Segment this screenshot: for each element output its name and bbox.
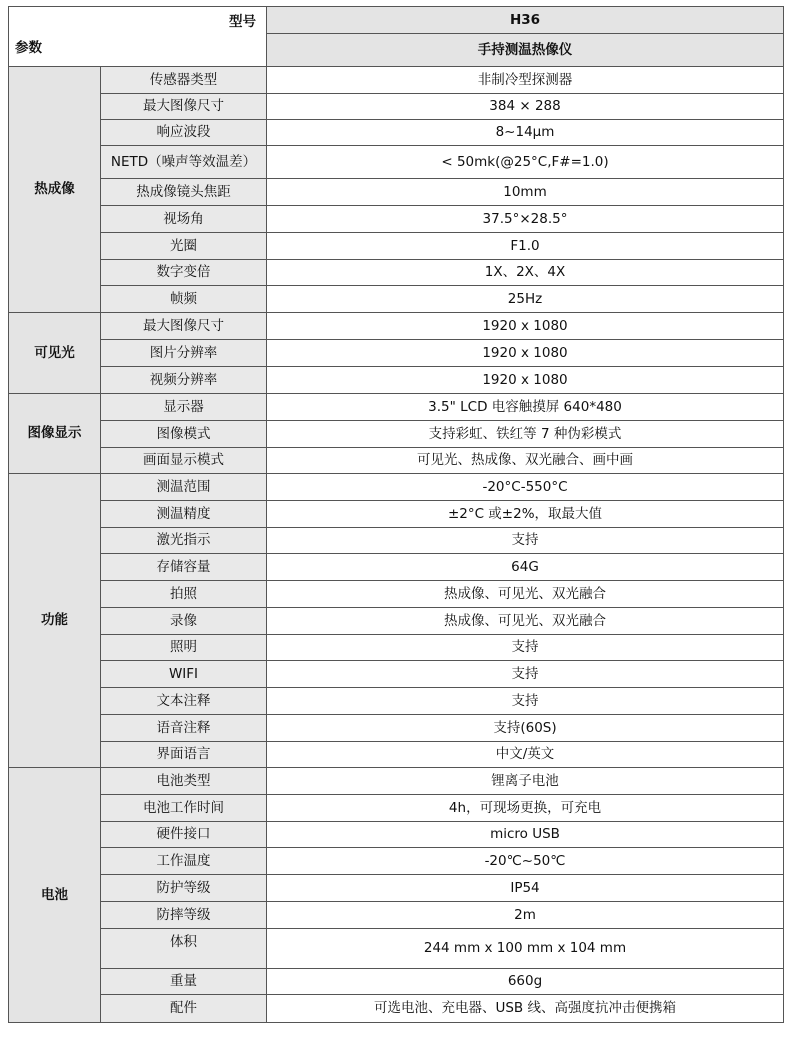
param-name: 显示器 xyxy=(101,394,267,421)
model-label: 型号 xyxy=(229,14,256,30)
table-row xyxy=(9,233,784,260)
param-name: 视场角 xyxy=(101,206,267,233)
param-value: -20°C-550°C xyxy=(267,474,784,501)
spec-table xyxy=(8,6,784,1023)
param-value: < 50mk(@25°C,F#=1.0) xyxy=(267,146,784,179)
param-value: 支持 xyxy=(267,661,784,688)
param-name: 测温精度 xyxy=(101,501,267,528)
param-name: NETD（噪声等效温差） xyxy=(101,146,267,179)
param-name: 激光指示 xyxy=(101,528,267,554)
param-label: 参数 xyxy=(15,40,42,56)
param-name: 语音注释 xyxy=(101,715,267,742)
param-name: 视频分辨率 xyxy=(101,367,267,394)
param-name: 防摔等级 xyxy=(101,902,267,929)
param-name: 照明 xyxy=(101,635,267,661)
param-value: 非制冷型探测器 xyxy=(267,67,784,94)
param-name: 存储容量 xyxy=(101,554,267,581)
table-row xyxy=(9,394,784,421)
table-row xyxy=(9,768,784,795)
param-name: 响应波段 xyxy=(101,120,267,146)
param-value: 可选电池、充电器、USB 线、高强度抗冲击便携箱 xyxy=(267,995,784,1023)
param-name: 画面显示模式 xyxy=(101,448,267,474)
param-value: ±2°C 或±2%，取最大值 xyxy=(267,501,784,528)
table-row xyxy=(9,367,784,394)
table-row xyxy=(9,146,784,179)
table-row xyxy=(9,94,784,120)
param-value: 1920 x 1080 xyxy=(267,367,784,394)
param-value: -20℃~50℃ xyxy=(267,848,784,875)
param-value: 10mm xyxy=(267,179,784,206)
param-value: 支持(60S) xyxy=(267,715,784,742)
param-name: 配件 xyxy=(101,995,267,1023)
param-value: 25Hz xyxy=(267,286,784,313)
param-value: 1X、2X、4X xyxy=(267,260,784,286)
param-name: 界面语言 xyxy=(101,742,267,768)
param-value: 可见光、热成像、双光融合、画中画 xyxy=(267,448,784,474)
param-value: F1.0 xyxy=(267,233,784,260)
table-row xyxy=(9,688,784,715)
table-row xyxy=(9,260,784,286)
param-value: 8~14μm xyxy=(267,120,784,146)
table-row xyxy=(9,286,784,313)
param-name: 最大图像尺寸 xyxy=(101,313,267,340)
product-name: 手持测温热像仪 xyxy=(267,34,784,67)
table-row xyxy=(9,581,784,608)
model-value: H36 xyxy=(267,7,784,34)
table-row xyxy=(9,528,784,554)
param-value: 1920 x 1080 xyxy=(267,340,784,367)
param-value: IP54 xyxy=(267,875,784,902)
header-corner-cell xyxy=(9,7,267,67)
table-row xyxy=(9,421,784,448)
param-name: 电池类型 xyxy=(101,768,267,795)
table-row xyxy=(9,742,784,768)
table-row xyxy=(9,795,784,822)
param-value: 1920 x 1080 xyxy=(267,313,784,340)
table-row xyxy=(9,340,784,367)
param-value: 锂离子电池 xyxy=(267,768,784,795)
table-row xyxy=(9,608,784,635)
table-row xyxy=(9,715,784,742)
table-row xyxy=(9,120,784,146)
param-value: 3.5" LCD 电容触摸屏 640*480 xyxy=(267,394,784,421)
param-name: 体积 xyxy=(101,929,267,969)
param-value: 37.5°×28.5° xyxy=(267,206,784,233)
table-row xyxy=(9,902,784,929)
param-name: 帧频 xyxy=(101,286,267,313)
param-value: 支持 xyxy=(267,528,784,554)
section-label-battery: 电池 xyxy=(9,768,101,1023)
param-name: 文本注释 xyxy=(101,688,267,715)
param-name: 录像 xyxy=(101,608,267,635)
param-value: 支持 xyxy=(267,688,784,715)
param-value: 热成像、可见光、双光融合 xyxy=(267,608,784,635)
param-name: 热成像镜头焦距 xyxy=(101,179,267,206)
param-value: 支持彩虹、铁红等 7 种伪彩模式 xyxy=(267,421,784,448)
table-row xyxy=(9,206,784,233)
param-value: micro USB xyxy=(267,822,784,848)
table-row xyxy=(9,848,784,875)
table-row xyxy=(9,995,784,1023)
param-name: 图片分辨率 xyxy=(101,340,267,367)
table-row xyxy=(9,969,784,995)
table-row xyxy=(9,313,784,340)
section-label-visible: 可见光 xyxy=(9,313,101,394)
param-name: 拍照 xyxy=(101,581,267,608)
param-value: 2m xyxy=(267,902,784,929)
table-row xyxy=(9,929,784,969)
table-row xyxy=(9,179,784,206)
table-row xyxy=(9,875,784,902)
param-value: 660g xyxy=(267,969,784,995)
param-name: 最大图像尺寸 xyxy=(101,94,267,120)
param-value: 支持 xyxy=(267,635,784,661)
param-name: 重量 xyxy=(101,969,267,995)
param-value: 64G xyxy=(267,554,784,581)
param-name: 测温范围 xyxy=(101,474,267,501)
table-row xyxy=(9,448,784,474)
section-label-thermal: 热成像 xyxy=(9,67,101,313)
param-name: 光圈 xyxy=(101,233,267,260)
param-name: 传感器类型 xyxy=(101,67,267,94)
param-value: 384 × 288 xyxy=(267,94,784,120)
param-value: 热成像、可见光、双光融合 xyxy=(267,581,784,608)
param-name: 数字变倍 xyxy=(101,260,267,286)
param-name: WIFI xyxy=(101,661,267,688)
param-name: 硬件接口 xyxy=(101,822,267,848)
param-name: 工作温度 xyxy=(101,848,267,875)
param-value: 244 mm x 100 mm x 104 mm xyxy=(267,929,784,969)
table-row xyxy=(9,554,784,581)
param-value: 中文/英文 xyxy=(267,742,784,768)
param-name: 电池工作时间 xyxy=(101,795,267,822)
table-row xyxy=(9,635,784,661)
table-row xyxy=(9,822,784,848)
param-name: 图像模式 xyxy=(101,421,267,448)
section-label-function: 功能 xyxy=(9,474,101,768)
table-row xyxy=(9,501,784,528)
param-name: 防护等级 xyxy=(101,875,267,902)
table-row xyxy=(9,474,784,501)
param-value: 4h，可现场更换，可充电 xyxy=(267,795,784,822)
table-row xyxy=(9,661,784,688)
table-row xyxy=(9,67,784,94)
section-label-display: 图像显示 xyxy=(9,394,101,474)
